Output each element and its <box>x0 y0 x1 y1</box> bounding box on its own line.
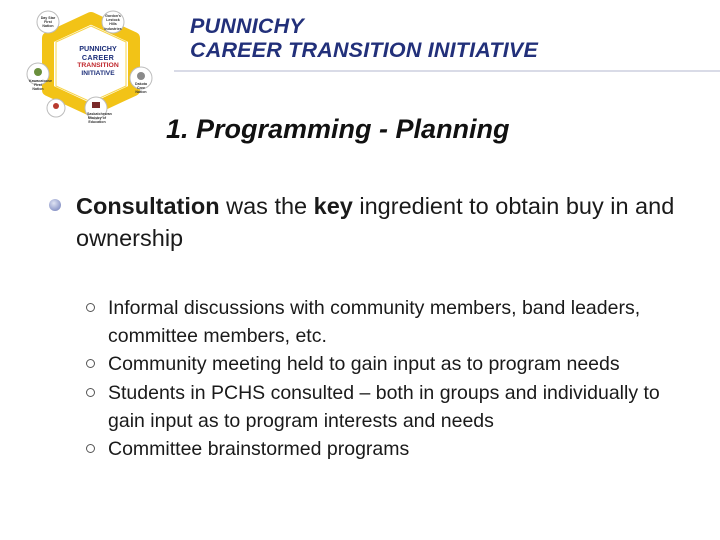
main-bullet-text-2: ingredient to obtain buy in and ownership <box>76 193 675 251</box>
main-bullet-bold-consultation: Consultation <box>76 193 220 219</box>
sub-bullet-text: Committee brainstormed programs <box>108 438 410 461</box>
partner-label-6: Saskatchewan Ministry of Education <box>87 112 112 125</box>
partner-label-1: Day Star First Nation <box>40 16 56 29</box>
partner-label-2: Gordon's Lestock Hills Industries <box>104 14 122 31</box>
sub-bullet-list <box>86 294 676 463</box>
logo-word-3: TRANSITION <box>77 62 119 69</box>
header-title <box>190 14 538 62</box>
header-title-line-2: CAREER TRANSITION INITIATIVE <box>190 38 539 62</box>
logo-word-4: INITIATIVE <box>81 70 115 78</box>
initiative-logo <box>26 8 156 125</box>
sub-bullet-item <box>86 435 676 463</box>
ring-bullet-icon <box>86 444 95 453</box>
sub-bullet-text: Informal discussions with community members, band leaders, committee members, etc. <box>108 297 641 348</box>
partner-label-4: Dakota Cree Nation <box>135 82 147 95</box>
ring-bullet-icon <box>86 303 95 312</box>
sub-bullet-text: Students in PCHS consulted – both in groups and individually to gain input as to program interests and needs <box>108 381 660 432</box>
sub-bullet-item <box>86 379 676 435</box>
sub-bullet-item <box>86 294 676 350</box>
slide-heading: 1. Programming - Planning <box>166 114 510 144</box>
sub-bullet-item <box>86 350 676 378</box>
logo-wordmark <box>73 38 123 86</box>
ring-bullet-icon <box>86 359 95 368</box>
header-divider <box>174 70 720 72</box>
ring-bullet-icon <box>86 388 95 397</box>
logo-word-1: PUNNICHY <box>79 44 117 54</box>
partner-label-3: Kawacatoose First Nation <box>29 79 52 92</box>
main-bullet-bold-key: key <box>313 193 353 219</box>
main-bullet-text <box>76 190 676 254</box>
logo-word-2: CAREER <box>81 52 115 62</box>
header-title-line-1: PUNNICHY <box>190 14 304 38</box>
sub-bullet-text: Community meeting held to gain input as to program needs <box>108 353 620 376</box>
main-bullet-dot-icon <box>49 199 61 211</box>
main-bullet-text-1: was the <box>219 193 314 219</box>
